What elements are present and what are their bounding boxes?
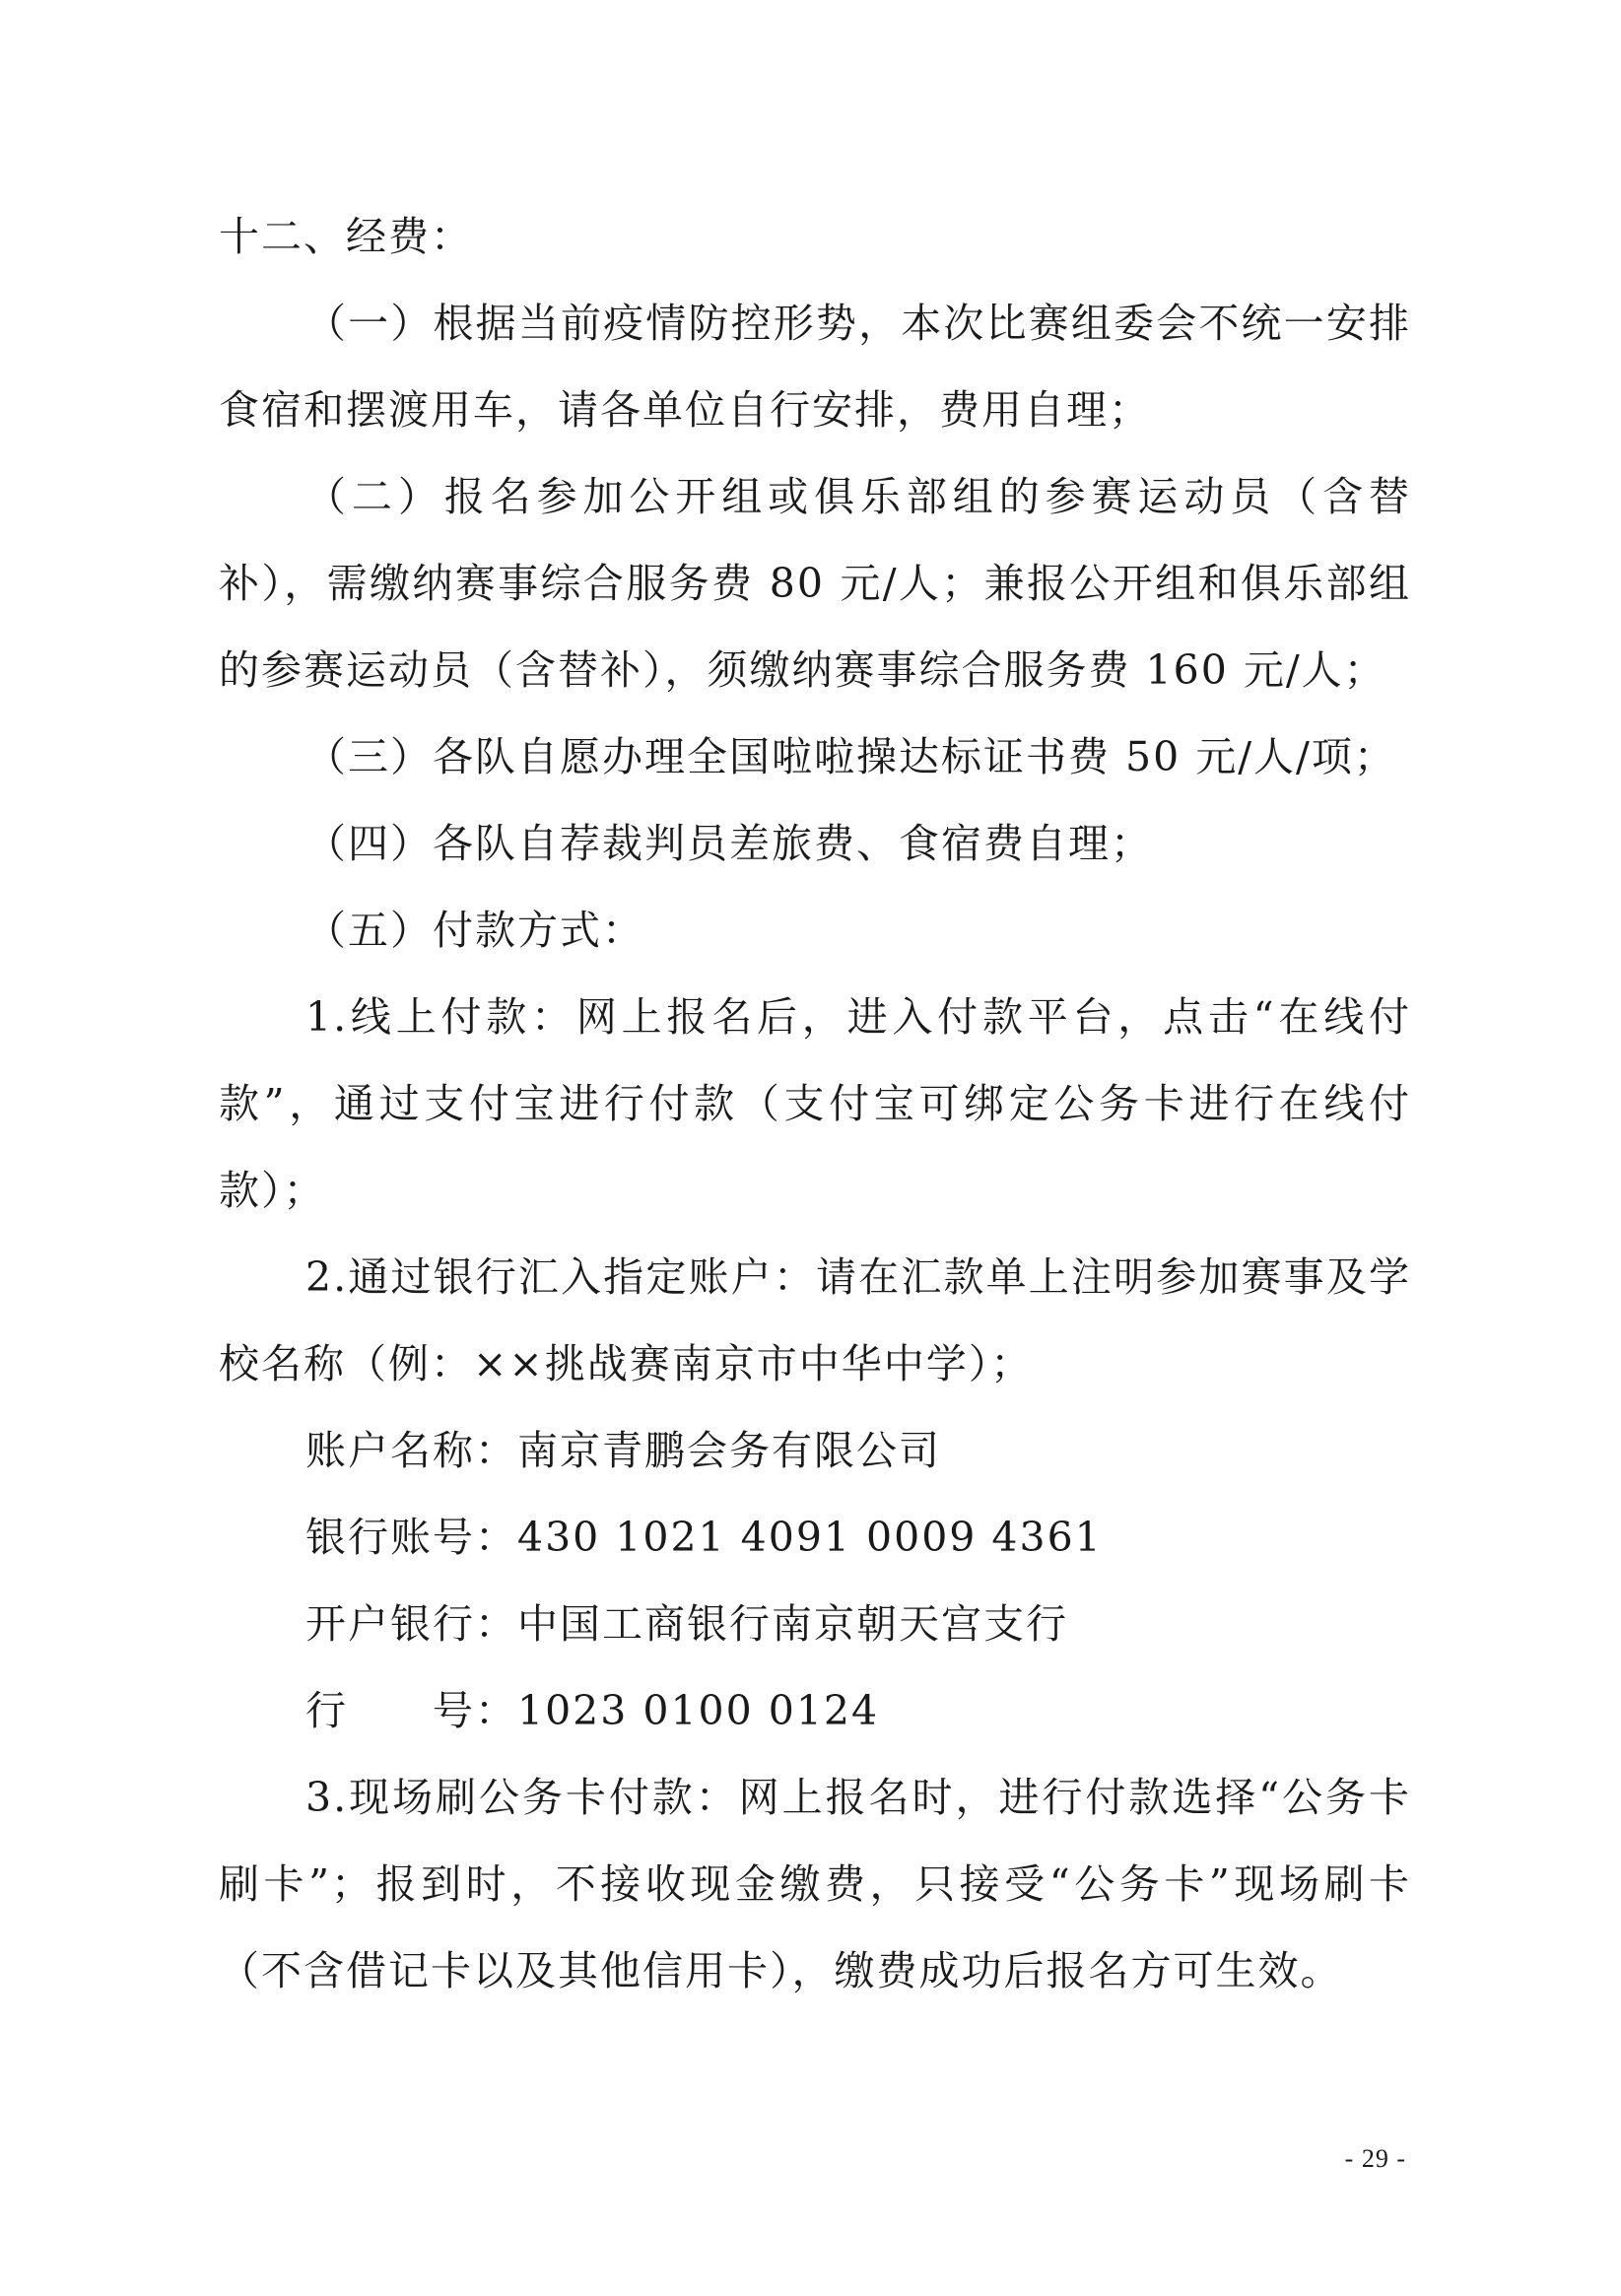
paragraph-accommodation: （一）根据当前疫情防控形势，本次比赛组委会不统一安排食宿和摆渡用车，请各单位自行安排，费用自理；: [219, 300, 1411, 434]
bank-account-line: 银行账号：430 1021 4091 0009 4361: [305, 1514, 1103, 1561]
paragraph-card-payment: 3.现场刷公务卡付款：网上报名时，进行付款选择“公务卡刷卡”；报到时，不接收现金缴费，只接受“公务卡”现场刷卡（不含借记卡以及其他信用卡），缴费成功后报名方可生效。: [219, 1774, 1411, 1994]
opening-bank-line: 开户银行：中国工商银行南京朝天宫支行: [305, 1600, 1068, 1648]
paragraph-payment-methods: （五）付款方式：: [305, 907, 644, 954]
paragraph-certificate-fee: （三）各队自愿办理全国啦啦操达标证书费 50 元/人/项；: [305, 733, 1396, 780]
account-name-line: 账户名称：南京青鹏会务有限公司: [305, 1427, 941, 1474]
document-body: [219, 193, 1411, 2014]
bank-code-line: 行 号：1023 0100 0124: [305, 1687, 880, 1734]
paragraph-online-payment: 1.线上付款：网上报名后，进入付款平台，点击“在线付款”，通过支付宝进行付款（支付宝可绑定公务卡进行在线付款）；: [219, 993, 1411, 1214]
paragraph-referee-expenses: （四）各队自荐裁判员差旅费、食宿费自理；: [305, 820, 1153, 867]
paragraph-service-fee: （二）报名参加公开组或俱乐部组的参赛运动员（含替补），需缴纳赛事综合服务费 80 元/人；兼报公开组和俱乐部组的参赛运动员（含替补），须缴纳赛事综合服务费 160 元/人；: [219, 473, 1411, 694]
page-number: - 29 -: [1344, 2144, 1406, 2173]
paragraph-bank-transfer: 2.通过银行汇入指定账户：请在汇款单上注明参加赛事及学校名称（例：××挑战赛南京市中华中学）；: [219, 1253, 1411, 1387]
section-heading-funding: 十二、经费：: [219, 213, 473, 260]
